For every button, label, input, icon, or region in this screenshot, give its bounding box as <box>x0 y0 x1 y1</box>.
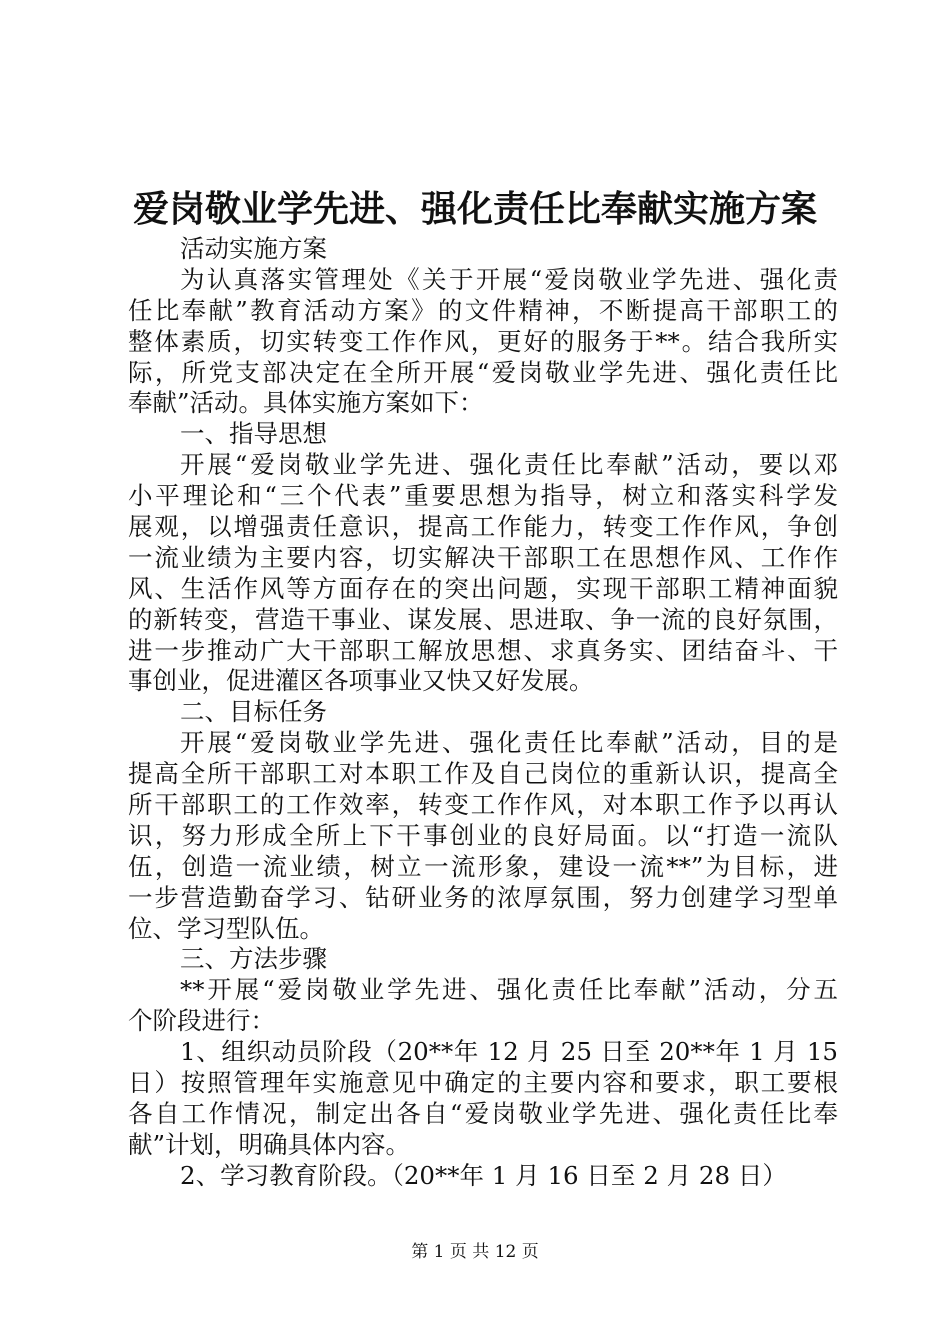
text-line: 事创业，促进灌区各项事业又快又好发展。 <box>128 666 594 696</box>
text-line: 展观，以增强责任意识，提高工作能力，转变工作作风，争创 <box>128 512 838 542</box>
text-line: 开展“爱岗敬业学先进、强化责任比奉献”活动，要以邓 <box>180 450 838 480</box>
text-line: 为认真落实管理处《关于开展“爱岗敬业学先进、强化责 <box>180 264 838 294</box>
text-line: 日）按照管理年实施意见中确定的主要内容和要求，职工要根 <box>128 1068 838 1098</box>
text-line: 整体素质，切实转变工作作风，更好的服务于**。结合我所实 <box>128 326 838 356</box>
text-line: 各自工作情况，制定出各自“爱岗敬业学先进、强化责任比奉 <box>128 1098 838 1128</box>
text-line: 一、指导思想 <box>180 419 327 449</box>
text-line: 献”计划，明确具体内容。 <box>128 1129 411 1159</box>
text-line: 位、学习型队伍。 <box>128 913 324 943</box>
document-title: 爱岗敬业学先进、强化责任比奉献实施方案 <box>132 188 817 230</box>
document-body <box>128 234 838 1192</box>
text-line: 的新转变，营造干事业、谋发展、思进取、争一流的良好氛围， <box>128 604 838 634</box>
text-line: 开展“爱岗敬业学先进、强化责任比奉献”活动，目的是 <box>180 728 838 758</box>
text-line: 进一步推动广大干部职工解放思想、求真务实、团结奋斗、干 <box>128 635 838 665</box>
text-line: 任比奉献”教育活动方案》的文件精神，不断提高干部职工的 <box>128 295 838 325</box>
text-line: 1、组织动员阶段（20**年 12 月 25 日至 20**年 1 月 15 <box>180 1037 838 1067</box>
text-line: 际，所党支部决定在全所开展“爱岗敬业学先进、强化责任比 <box>128 357 838 387</box>
text-line: 风、生活作风等方面存在的突出问题，实现干部职工精神面貌 <box>128 573 838 603</box>
text-line: 伍，创造一流业绩，树立一流形象，建设一流**”为目标，进 <box>128 851 838 881</box>
text-line: **开展“爱岗敬业学先进、强化责任比奉献”活动，分五 <box>180 975 838 1005</box>
page-number-footer: 第 1 页 共 12 页 <box>411 1242 539 1262</box>
text-line: 二、目标任务 <box>180 697 327 727</box>
text-line: 2、学习教育阶段。（20**年 1 月 16 日至 2 月 28 日） <box>180 1160 787 1190</box>
text-line: 所干部职工的工作效率，转变工作作风，对本职工作予以再认 <box>128 790 838 820</box>
text-line: 奉献”活动。具体实施方案如下： <box>128 388 484 418</box>
text-line: 一步营造勤奋学习、钻研业务的浓厚氛围，努力创建学习型单 <box>128 882 838 912</box>
text-line: 活动实施方案 <box>180 234 327 263</box>
text-line: 提高全所干部职工对本职工作及自己岗位的重新认识，提高全 <box>128 759 838 789</box>
text-line: 小平理论和“三个代表”重要思想为指导，树立和落实科学发 <box>128 481 838 511</box>
text-line: 一流业绩为主要内容，切实解决干部职工在思想作风、工作作 <box>128 542 838 572</box>
text-line: 三、方法步骤 <box>180 944 327 974</box>
text-line: 识，努力形成全所上下干事创业的良好局面。以“打造一流队 <box>128 820 838 850</box>
text-line: 个阶段进行： <box>128 1006 275 1036</box>
